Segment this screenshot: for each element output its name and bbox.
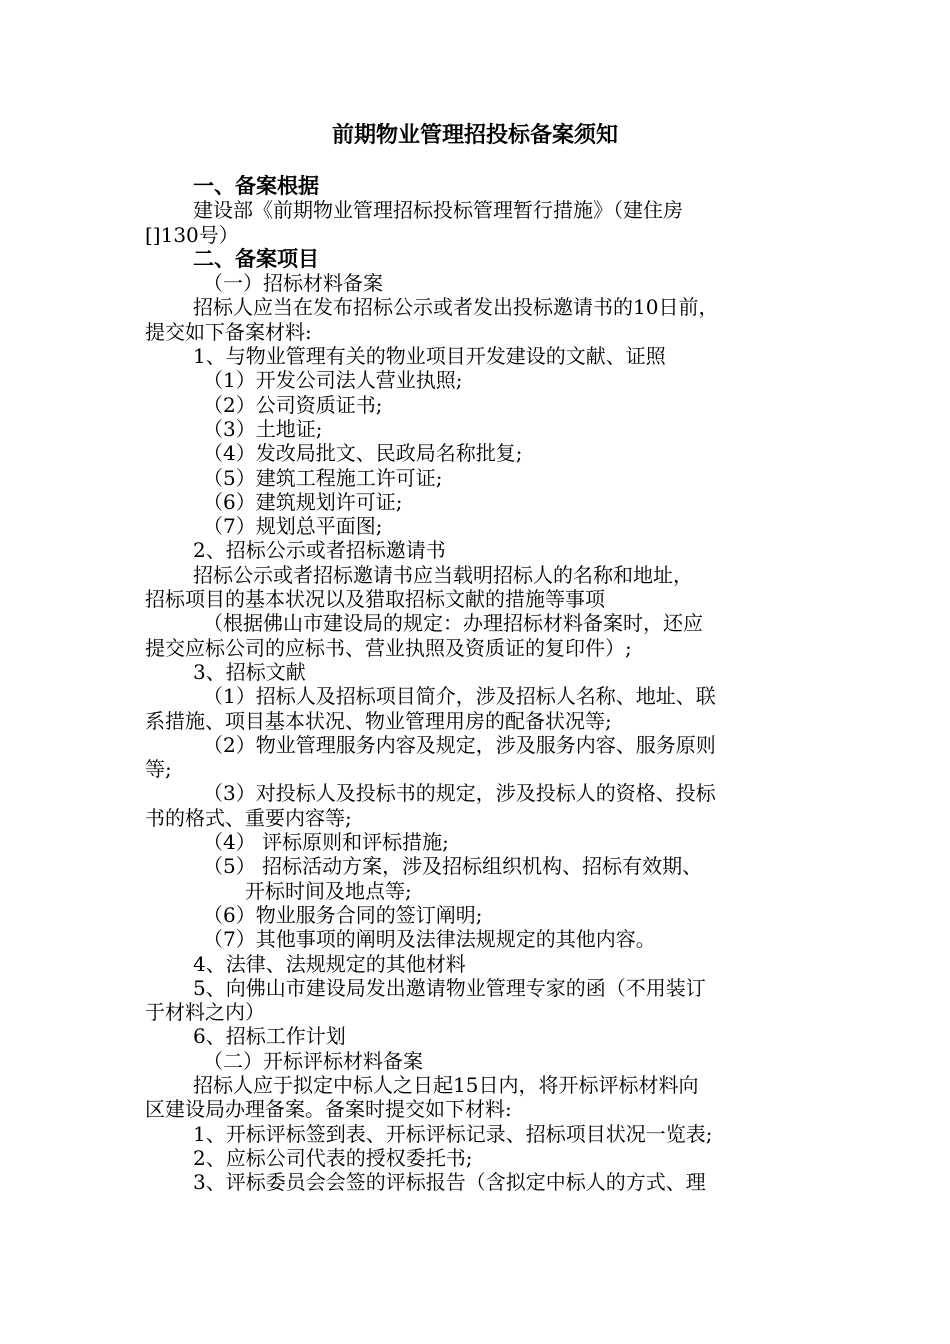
list-item: （2）物业管理服务内容及规定，涉及服务内容、服务原则 xyxy=(203,732,716,757)
paragraph-line: []130号） xyxy=(145,222,239,247)
list-item: （3）土地证; xyxy=(203,416,323,441)
list-item: （7）其他事项的阐明及法律法规规定的其他内容。 xyxy=(203,927,656,952)
paragraph-line: 招标人应于拟定中标人之日起15日内，将开标评标材料向 xyxy=(193,1072,699,1097)
paragraph-line: 开标时间及地点等; xyxy=(245,878,412,903)
paragraph-line: （根据佛山市建设局的规定：办理招标材料备案时，还应 xyxy=(203,611,703,636)
list-item: （1）开发公司法人营业执照; xyxy=(203,368,463,393)
paragraph-line: 招标项目的基本状况以及猎取招标文献的措施等事项 xyxy=(145,587,605,612)
list-item: （1）招标人及招标项目简介，涉及招标人名称、地址、联 xyxy=(203,684,716,709)
paragraph-line: 书的格式、重要内容等; xyxy=(145,805,352,830)
list-item: （7）规划总平面图; xyxy=(203,514,383,539)
list-item: 1、与物业管理有关的物业项目开发建设的文献、证照 xyxy=(193,344,666,369)
list-item: 5、向佛山市建设局发出邀请物业管理专家的函（不用装订 xyxy=(193,975,706,1000)
list-item: （4） 评标原则和评标措施; xyxy=(203,830,449,855)
subsection-heading: （一）招标材料备案 xyxy=(203,271,383,296)
section-heading-basis: 一、备案根据 xyxy=(193,174,319,198)
paragraph-line: 等; xyxy=(145,757,172,782)
paragraph-line: 于材料之内） xyxy=(145,1000,265,1025)
list-item: （2）公司资质证书; xyxy=(203,392,383,417)
subsection-heading: （二）开标评标材料备案 xyxy=(203,1048,423,1073)
paragraph-line: 建设部《前期物业管理招标投标管理暂行措施》（建住房 xyxy=(193,198,683,223)
paragraph-line: 招标人应当在发布招标公示或者发出投标邀请书的10日前， xyxy=(193,295,719,320)
paragraph-line: 提交如下备案材料: xyxy=(145,319,312,344)
list-item: 2、应标公司代表的授权委托书; xyxy=(193,1145,473,1170)
list-item: （5）建筑工程施工许可证; xyxy=(203,465,443,490)
list-item: （3）对投标人及投标书的规定，涉及投标人的资格、投标 xyxy=(203,781,716,806)
list-item: 2、招标公示或者招标邀请书 xyxy=(193,538,446,563)
document-body xyxy=(145,174,815,1194)
list-item: （6）建筑规划许可证; xyxy=(203,489,403,514)
list-item: 4、法律、法规规定的其他材料 xyxy=(193,951,466,976)
paragraph-line: 提交应标公司的应标书、营业执照及资质证的复印件）; xyxy=(145,635,632,660)
list-item: （5） 招标活动方案，涉及招标组织机构、招标有效期、 xyxy=(203,854,703,879)
list-item: 6、招标工作计划 xyxy=(193,1024,346,1049)
paragraph-line: 区建设局办理备案。备案时提交如下材料: xyxy=(145,1097,512,1122)
paragraph-line: 系措施、项目基本状况、物业管理用房的配备状况等; xyxy=(145,708,612,733)
section-heading-items: 二、备案项目 xyxy=(193,246,319,271)
list-item: （6）物业服务合同的签订阐明; xyxy=(203,902,483,927)
document-title: 前期物业管理招投标备案须知 xyxy=(331,123,618,148)
list-item: （4）发改局批文、民政局名称批复; xyxy=(203,441,523,466)
list-item: 1、开标评标签到表、开标评标记录、招标项目状况一览表; xyxy=(193,1121,713,1146)
list-item: 3、招标文献 xyxy=(193,659,306,684)
list-item: 3、评标委员会会签的评标报告（含拟定中标人的方式、理 xyxy=(193,1170,706,1195)
paragraph-line: 招标公示或者招标邀请书应当载明招标人的名称和地址， xyxy=(193,562,693,587)
